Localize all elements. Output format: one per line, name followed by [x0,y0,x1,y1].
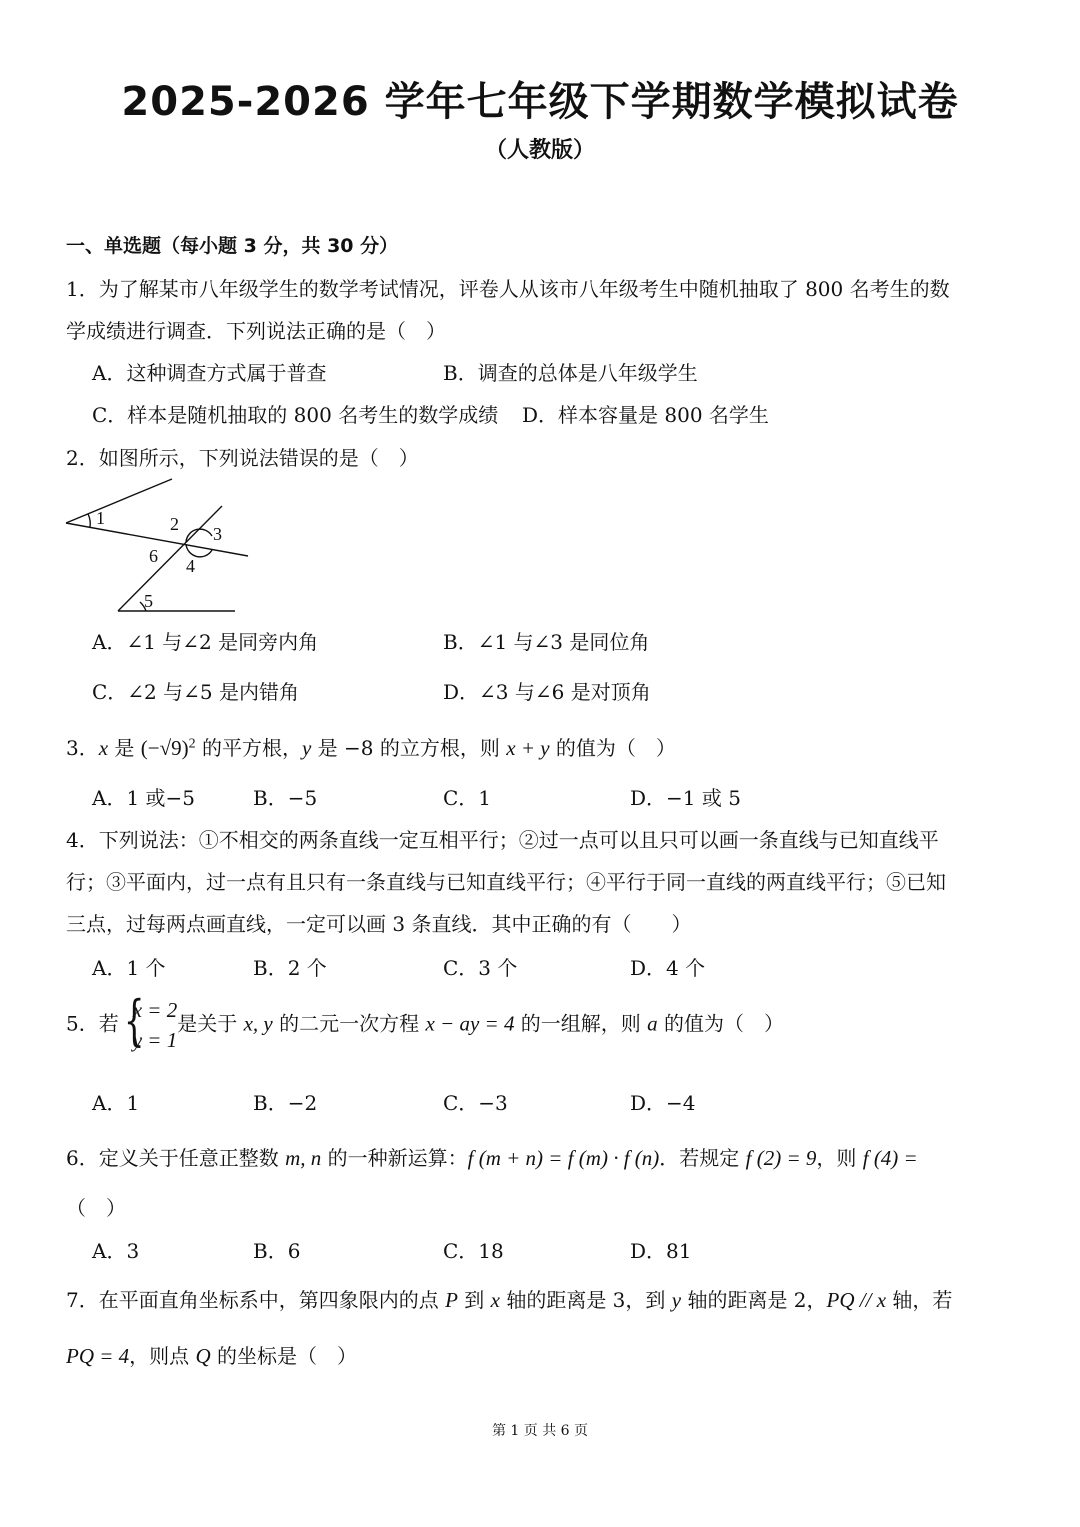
q6-stem [66,1142,918,1171]
q7-text-5: 轴，若 [886,1288,953,1312]
q5-text-1: 是关于 [177,1011,244,1036]
q6-ask: f (4) = [862,1146,918,1170]
q5-option-b: B．−2 [253,1091,318,1115]
q5-text-4: 的值为（ ） [657,1011,785,1036]
q7-text-4: 轴的距离是 2， [681,1288,827,1312]
q3-option-a: A．1 或−5 [92,786,196,810]
q2-option-b: B．∠1 与∠3 是同位角 [443,630,650,654]
q5-vars: x, y [243,1011,273,1036]
q1-option-b: B．调查的总体是八年级学生 [443,361,698,385]
angle-label-6: 6 [149,546,158,566]
q2-option-d: D．∠3 与∠6 是对顶角 [443,680,651,704]
q5-option-c: C．−3 [443,1091,508,1115]
q7-point-q: Q [195,1344,211,1368]
q3-text-2: 的平方根， [195,736,302,760]
q7-text-7: 的坐标是（ ） [210,1344,358,1368]
q3-sum-expr: x + y [506,736,550,760]
q7-var-y: y [671,1288,682,1312]
q6-stem-line2: （ ） [66,1196,126,1220]
q3-var-y: y [302,736,312,760]
q5-eq1: x = 2 [132,998,178,1022]
q5-var-a: a [647,1011,658,1036]
q5-equation-system [119,989,178,1055]
q6-text-2: 的一种新运算： [321,1146,468,1170]
q5-eq2: y = 1 [132,1028,178,1052]
q4-option-c: C．3 个 [443,956,518,980]
q7-text-1: 7．在平面直角坐标系中，第四象限内的点 [66,1288,446,1312]
q1-option-d: D．样本容量是 800 名学生 [522,403,769,427]
q5-equation: x − ay = 4 [425,1011,515,1036]
q4-option-b: B．2 个 [253,956,327,980]
q6-given: f (2) = 9 [745,1146,817,1170]
q3-var-x: x [98,736,109,760]
q5-option-a: A．1 [92,1091,140,1115]
q1-stem-line1: 1．为了解某市八年级学生的数学考试情况，评卷人从该市八年级考生中随机抽取了 800 名考生的数 [66,277,950,301]
q6-text-4: ，则 [816,1146,863,1170]
angle-label-2: 2 [170,514,179,534]
q3-option-d: D．−1 或 5 [630,786,741,810]
q5-brace: { [123,989,145,1052]
section-heading-single-choice: 一、单选题（每小题 3 分，共 30 分） [66,235,399,257]
q3-text-3: 是 −8 的立方根，则 [311,736,507,760]
q3-option-b: B．−5 [253,786,318,810]
q2-angle-figure [62,474,262,619]
q2-option-a: A．∠1 与∠2 是同旁内角 [92,630,319,654]
q3-exponent: 2 [188,736,196,752]
q2-stem: 2．如图所示，下列说法错误的是（ ） [66,446,419,470]
angle-label-3: 3 [213,524,222,544]
q7-pq-length: PQ = 4 [66,1344,130,1368]
q7-parallel: PQ // x [826,1288,887,1312]
q4-option-d: D．4 个 [630,956,706,980]
q6-option-c: C．18 [443,1239,504,1263]
q5-option-d: D．−4 [630,1091,696,1115]
q3-option-c: C．1 [443,786,492,810]
q5-stem [66,989,785,1055]
page-footer: 第 1 页 共 6 页 [491,1423,589,1439]
q2-option-c: C．∠2 与∠5 是内错角 [92,680,299,704]
exam-title: 2025-2026 学年七年级下学期数学模拟试卷 [121,79,959,125]
q3-text-1: 是 [108,736,141,760]
q6-text-3: ．若规定 [659,1146,746,1170]
q5-number: 5．若 [66,1011,119,1036]
angle-label-5: 5 [144,591,153,611]
q3-number: 3． [66,736,99,760]
q7-point-p: P [445,1288,458,1312]
q3-radical-expr: (−√9) [140,736,189,760]
q6-vars: m, n [285,1146,322,1170]
q7-stem-line1 [66,1284,952,1313]
q6-text-1: 6．定义关于任意正整数 [66,1146,286,1170]
q5-text-2: 的二元一次方程 [272,1011,426,1036]
q7-text-3: 轴的距离是 3，到 [499,1288,672,1312]
q6-option-d: D．81 [630,1239,692,1263]
angle-label-4: 4 [186,556,195,576]
q4-option-a: A．1 个 [92,956,166,980]
q6-option-a: A．3 [92,1239,140,1263]
q7-text-6: ，则点 [129,1344,196,1368]
angle-label-1: 1 [96,508,105,528]
q6-option-b: B．6 [253,1239,301,1263]
q1-option-c: C．样本是随机抽取的 800 名考生的数学成绩 [92,403,499,427]
q4-stem-line2: 行；③平面内，过一点有且只有一条直线与已知直线平行；④平行于同一直线的两直线平行；⑤已知 [66,870,946,894]
q4-stem-line3: 三点，过每两点画直线，一定可以画 3 条直线．其中正确的有（ ） [66,912,692,936]
q7-stem-line2 [66,1340,357,1369]
q6-rule: f (m + n) = f (m) · f (n) [467,1146,660,1170]
q3-text-4: 的值为（ ） [549,736,676,760]
q4-stem-line1: 4．下列说法：①不相交的两条直线一定互相平行；②过一点可以且只可以画一条直线与已知直线平 [66,828,939,852]
q7-text-2: 到 [457,1288,491,1312]
q7-var-x: x [490,1288,500,1312]
q3-stem [66,732,676,761]
q1-option-a: A．这种调查方式属于普查 [92,361,327,385]
exam-subtitle: （人教版） [484,138,595,163]
q5-text-3: 的一组解，则 [514,1011,648,1036]
q1-stem-line2: 学成绩进行调查．下列说法正确的是（ ） [66,319,446,343]
